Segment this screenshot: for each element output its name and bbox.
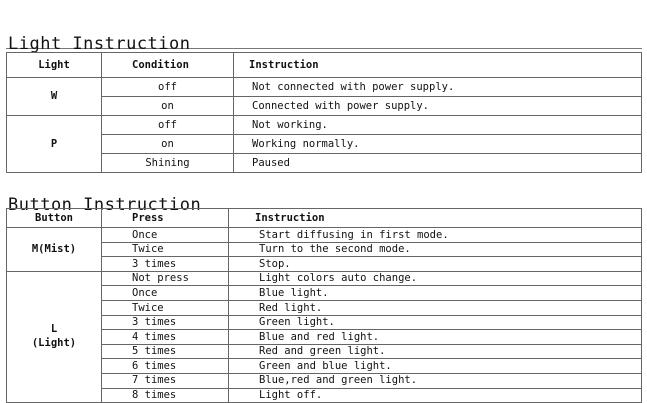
instruction-cell: Red and green light.: [229, 344, 642, 359]
press-cell: 3 times: [102, 257, 229, 272]
table-row: [7, 97, 642, 116]
condition-cell: off: [102, 116, 234, 135]
table-row: [7, 330, 642, 345]
press-cell: 7 times: [102, 373, 229, 388]
instruction-cell: Light off.: [229, 388, 642, 403]
table-header-row: [7, 53, 642, 78]
button-label-line: M(Mist): [31, 242, 77, 255]
table-row: [7, 315, 642, 330]
header-condition: Condition: [102, 53, 234, 78]
instruction-cell: Not working.: [234, 116, 642, 135]
press-cell: Once: [102, 228, 229, 243]
table-row: [7, 154, 642, 173]
instruction-cell: Turn to the second mode.: [229, 242, 642, 257]
instruction-cell: Paused: [234, 154, 642, 173]
instruction-cell: Stop.: [229, 257, 642, 272]
press-cell: 4 times: [102, 330, 229, 345]
button-label-line: L: [50, 323, 58, 336]
table-row: [7, 286, 642, 301]
table-row: [7, 359, 642, 374]
instruction-cell: Blue,red and green light.: [229, 373, 642, 388]
instruction-cell: Not connected with power supply.: [234, 78, 642, 97]
press-cell: Once: [102, 286, 229, 301]
press-cell: 8 times: [102, 388, 229, 403]
instruction-cell: Connected with power supply.: [234, 97, 642, 116]
table-row: [7, 344, 642, 359]
table-row: [7, 388, 642, 403]
header-button: Button: [7, 209, 102, 228]
table-header-row: [7, 209, 642, 228]
header-light: Light: [7, 53, 102, 78]
table-row: [7, 242, 642, 257]
instruction-cell: Working normally.: [234, 135, 642, 154]
light-label-p: P: [7, 116, 102, 173]
table-row: [7, 135, 642, 154]
button-label-light: [7, 271, 102, 402]
instruction-cell: Red light.: [229, 300, 642, 315]
instruction-cell: Blue light.: [229, 286, 642, 301]
header-instruction: Instruction: [234, 53, 642, 78]
press-cell: 3 times: [102, 315, 229, 330]
light-instruction-table: [6, 52, 642, 173]
instruction-cell: Green light.: [229, 315, 642, 330]
press-cell: Twice: [102, 300, 229, 315]
press-cell: Twice: [102, 242, 229, 257]
button-instruction-title: Button Instruction: [8, 195, 202, 216]
table-row: [7, 300, 642, 315]
header-press: Press: [102, 209, 229, 228]
press-cell: 5 times: [102, 344, 229, 359]
press-cell: Not press: [102, 271, 229, 286]
table-row: [7, 373, 642, 388]
instruction-cell: Light colors auto change.: [229, 271, 642, 286]
table-row: [7, 271, 642, 286]
table-row: [7, 116, 642, 135]
instruction-cell: Start diffusing in first mode.: [229, 228, 642, 243]
header-instruction: Instruction: [229, 209, 642, 228]
button-instruction-table: [6, 208, 642, 403]
condition-cell: Shining: [102, 154, 234, 173]
condition-cell: on: [102, 97, 234, 116]
light-instruction-title: Light Instruction: [8, 34, 191, 55]
instruction-cell: Blue and red light.: [229, 330, 642, 345]
button-label-mist: [7, 228, 102, 272]
table-row: [7, 78, 642, 97]
condition-cell: on: [102, 135, 234, 154]
condition-cell: off: [102, 78, 234, 97]
light-label-w: W: [7, 78, 102, 116]
press-cell: 6 times: [102, 359, 229, 374]
table-row: [7, 228, 642, 243]
table-row: [7, 257, 642, 272]
button-label-line: (Light): [31, 336, 77, 349]
instruction-cell: Green and blue light.: [229, 359, 642, 374]
